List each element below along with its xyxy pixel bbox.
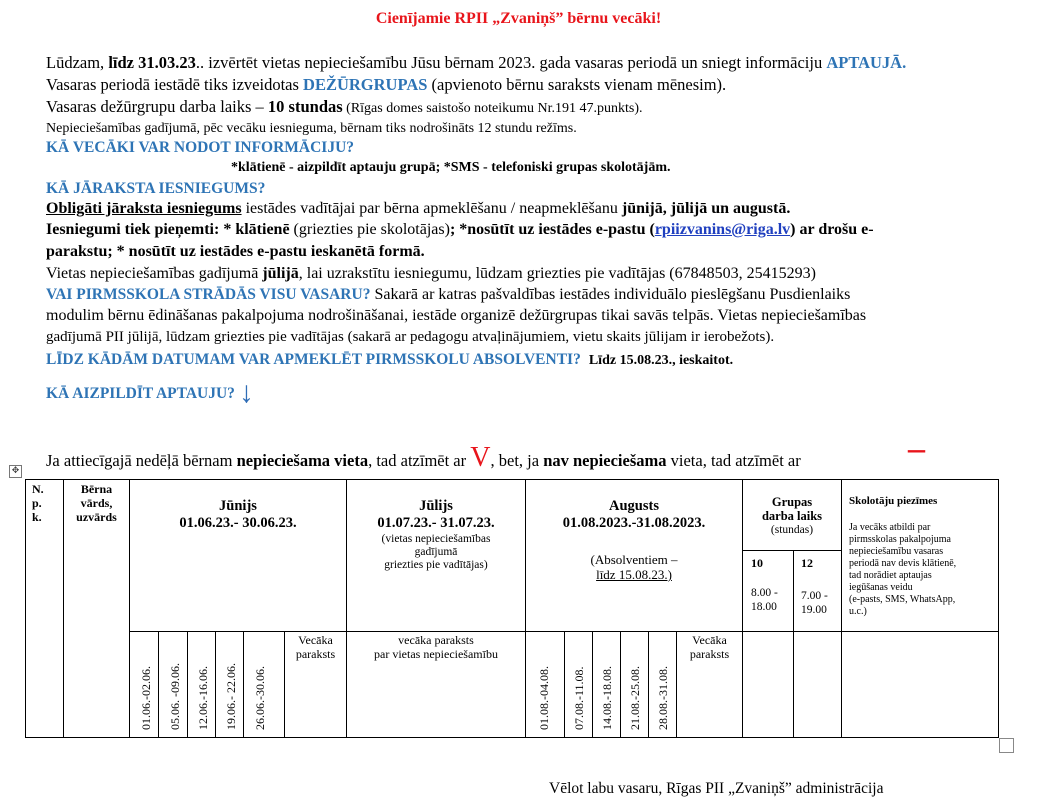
intro-line-2: Vasaras periodā iestādē tiks izveidotas DEŽŪRGRUPAS (apvienoto bērnu saraksts vienam mēnesim). (46, 75, 727, 94)
hours-10-time: 8.00 - 18.00 (751, 587, 778, 613)
table-move-handle-icon[interactable]: ✥ (9, 465, 22, 478)
june-header: Jūnijs 01.06.23.- 30.06.23. (179, 498, 297, 531)
application-line-3: parakstu; * nosūtīt uz iestādes e-pastu ieskanētā formā. (46, 243, 425, 260)
july-parent-sign: vecāka paraksts par vietas nepieciešamību (374, 633, 498, 661)
august-week-4: 21.08.-25.08. (628, 666, 642, 730)
email-link[interactable]: rpiizvanins@riga.lv (654, 221, 791, 238)
hours-10: 10 (751, 556, 763, 570)
teacher-notes-header: Skolotāju piezīmes (849, 495, 938, 507)
intro-line-4: Nepieciešamības gadījumā, pēc vecāku iesnieguma, bērnam tiks nodrošināts 12 stundu režīms. (46, 121, 577, 136)
june-week-4: 19.06.- 22.06. (224, 663, 238, 730)
august-parent-sign: Vecāka paraksts (689, 633, 730, 661)
question-how-fill: KĀ AIZPILDĪT APTAUJU? ↓ (46, 376, 254, 409)
july-header: Jūlijs 01.07.23.- 31.07.23. (377, 498, 495, 531)
june-week-2: 05.06. -09.06. (168, 663, 182, 730)
application-line-4: Vietas nepieciešamības gadījumā jūlijā, lai uzrakstītu iesniegumu, lūdzam griezties pie vadītājas (67848503, 25415293) (46, 265, 816, 282)
intro-line-1: Lūdzam, līdz 31.03.23.. izvērtēt vietas nepieciešamību Jūsu bērnam 2023. gada vasaras periodā un sniegt informāciju APTAUJĀ. (46, 53, 907, 72)
june-week-1: 01.06.-02.06. (139, 666, 153, 730)
hours-12-time: 7.00 - 19.00 (801, 590, 828, 616)
application-line-1: Obligāti jāraksta iesniegums iestādes vadītājai par bērna apmeklēšanu / neapmeklēšanu jūnijā, jūlijā un augustā. (46, 200, 791, 217)
npk-header: N. p. k. (32, 482, 44, 524)
question-summer-line-3: gadījumā PII jūlijā, lūdzam griezties pie vadītājas (sakarā ar pedagogu atvaļinājumiem, vietu skaits jūlijam ir ierobežots). (46, 329, 775, 345)
group-hours-header: Grupas darba laiks (stundas) (761, 495, 823, 536)
application-line-2: Iesniegumi tiek pieņemti: * klātienē (griezties pie skolotājas); *nosūtīt uz iestādes e-pastu (rpiizvanins@riga.lv) ar drošu e- (46, 221, 874, 238)
v-mark: V (470, 442, 491, 473)
question-info-answer: *klātienē - aizpildīt aptauju grupā; *SMS - telefoniski grupas skolotājām. (231, 160, 671, 175)
july-note: (vietas nepieciešamības gadījumā griezties pie vadītājas) (381, 533, 491, 571)
instruction-line: Ja attiecīgajā nedēļā bērnam nepieciešama vieta, tad atzīmēt ar V, bet, ja nav nepieciešama vieta, tad atzīmēt ar (46, 442, 801, 473)
question-summer-line-2: modulim bērnu ēdināšanas pakalpojuma nodrošināšanai, iestāde organizē dežūrgrupas tikai savās telpās. Vietas nepieciešamības (46, 307, 867, 324)
august-week-3: 14.08.-18.08. (600, 666, 614, 730)
august-week-5: 28.08.-31.08. (656, 666, 670, 730)
august-note: (Absolventiem – līdz 15.08.23.) (590, 552, 678, 582)
june-parent-sign: Vecāka paraksts (295, 633, 336, 661)
june-week-3: 12.06.-16.06. (196, 666, 210, 730)
august-week-2: 07.08.-11.08. (572, 666, 586, 730)
question-info: KĀ VECĀKI VAR NODOT INFORMĀCIJU? (46, 139, 355, 156)
dash-mark: – (908, 430, 925, 467)
teacher-notes-text: Ja vecāks atbildi par pirmsskolas pakalpojuma nepieciešamību vasaras periodā nav devis klātienē, tad norādiet aptaujas iegūšanas veidu (e-pasts, SMS, WhatsApp, u.c.) (849, 522, 957, 617)
question-summer-line-1: VAI PIRMSSKOLA STRĀDĀS VISU VASARU? Sakarā ar katras pašvaldības iestādes individuālo pieslēgšanu Pusdienlaiks (46, 286, 851, 303)
child-name-header: Bērna vārds, uzvārds (76, 482, 117, 524)
august-week-1: 01.08.-04.08. (537, 666, 551, 730)
table-resize-handle-icon[interactable] (999, 738, 1014, 753)
hours-12: 12 (801, 556, 813, 570)
august-header: Augusts 01.08.2023.-31.08.2023. (562, 498, 706, 531)
question-application: KĀ JĀRAKSTA IESNIEGUMS? (46, 180, 266, 197)
question-graduates: LĪDZ KĀDĀM DATUMAM VAR APMEKLĒT PIRMSSKOLU ABSOLVENTI? Līdz 15.08.23., ieskaitot. (46, 351, 734, 368)
intro-line-3: Vasaras dežūrgrupu darba laiks – 10 stundas (Rīgas domes saistošo noteikumu Nr.191 47.punkts). (46, 97, 643, 116)
footer-signature: Vēlot labu vasaru, Rīgas PII „Zvaniņš” administrācija (549, 780, 884, 797)
arrow-down-icon: ↓ (238, 376, 254, 409)
june-week-5: 26.06.-30.06. (253, 666, 267, 730)
page-title: Cienījamie RPII „Zvaniņš” bērnu vecāki! (375, 10, 662, 27)
